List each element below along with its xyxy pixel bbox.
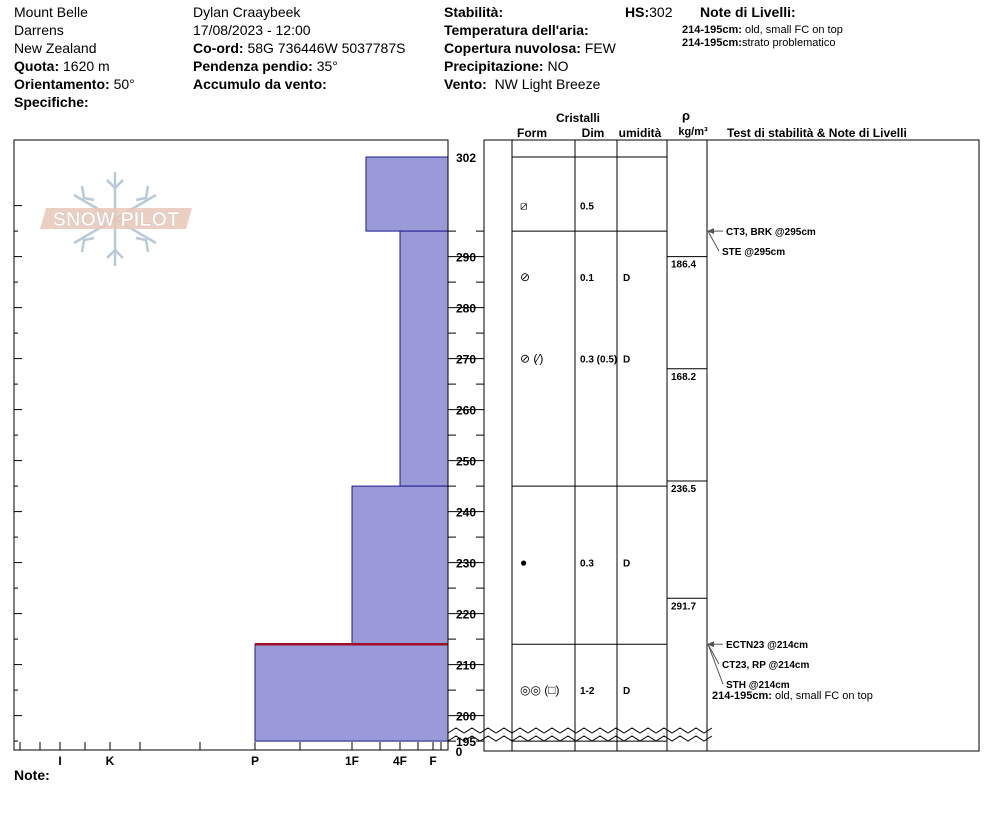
height-label-210: 210 — [455, 658, 477, 673]
height-label-200: 200 — [455, 709, 477, 724]
slope-label: Pendenza pendio: — [193, 58, 313, 74]
height-label-220: 220 — [455, 607, 477, 622]
stability-test: STH @214cm — [726, 680, 790, 692]
crystal-moisture: D — [623, 273, 631, 284]
snow-layer-1 — [366, 157, 448, 231]
wind-value: NW Light Breeze — [494, 76, 601, 92]
height-label-260: 260 — [455, 403, 477, 418]
size-header: Dim — [581, 126, 605, 140]
layer-note-2-range: 214-195cm: — [682, 37, 742, 49]
height-label-230: 230 — [455, 556, 477, 571]
test-layer-note: 214-195cm: old, small FC on top — [712, 690, 873, 703]
country: New Zealand — [14, 40, 97, 56]
form-header: Form — [517, 126, 547, 140]
ground-break — [448, 728, 712, 741]
hardness-label-4F: 4F — [392, 754, 408, 768]
precip-value: NO — [547, 58, 569, 74]
crystal-size: 0.1 — [580, 273, 594, 284]
crystal-moisture: D — [623, 686, 631, 698]
rho-header: ρ — [681, 108, 691, 123]
coord-value: 58G 736446W 5037787S — [247, 40, 406, 56]
elevation-value: 1620 m — [63, 58, 110, 74]
crystal-moisture: D — [623, 354, 631, 366]
crystal-form: ⊘ (⁄) — [520, 351, 544, 366]
crystal-size: 0.3 — [580, 558, 594, 570]
hardness-label-I: I — [58, 754, 62, 768]
observer: Dylan Craaybeek — [193, 4, 301, 20]
crystal-size: 1-2 — [580, 686, 595, 698]
layer-note-1-range: 214-195cm: — [682, 24, 742, 36]
crystal-size: 0.3 (0.5) — [580, 354, 618, 366]
hs-label: HS: — [625, 4, 650, 20]
range: Darrens — [14, 22, 64, 38]
slope-value: 35° — [316, 58, 338, 74]
elevation-label: Quota: — [14, 58, 60, 74]
density-value: 186.4 — [671, 259, 697, 271]
test-pointer — [708, 644, 723, 684]
stability-test: CT23, RP @214cm — [722, 660, 810, 672]
height-label-240: 240 — [455, 505, 477, 520]
cloud-label: Copertura nuvolosa: — [444, 40, 581, 56]
crystal-form: ⊘ — [520, 270, 531, 284]
density-unit-header: kg/m³ — [678, 126, 708, 138]
height-axis — [448, 151, 484, 759]
wind-label: Vento: — [444, 76, 487, 92]
hardness-label-P: P — [250, 754, 260, 768]
crystal-table-header — [517, 108, 907, 140]
density-values — [667, 257, 707, 613]
cloud-value: FEW — [584, 40, 616, 56]
crystal-moisture: D — [623, 558, 631, 570]
wind-loading-label: Accumulo da vento: — [193, 76, 327, 92]
hardness-label-F: F — [429, 754, 437, 768]
height-label-290: 290 — [455, 250, 477, 265]
crystal-form: ◎◎ (□) — [520, 683, 560, 698]
test-arrow-icon — [707, 641, 714, 647]
height-label-ground: 0 — [455, 745, 463, 759]
density-value: 168.2 — [671, 371, 697, 383]
aspect-value: 50° — [113, 76, 135, 92]
crystal-size: 0.5 — [580, 201, 594, 213]
hardness-layers — [255, 157, 448, 741]
stability-test: STE @295cm — [722, 247, 786, 259]
location: Mount Belle — [14, 4, 88, 20]
air-temp-label: Temperatura dell'aria: — [444, 22, 589, 38]
precip-label: Precipitazione: — [444, 58, 544, 74]
datetime: 17/08/2023 - 12:00 — [193, 22, 311, 38]
height-label-top: 302 — [455, 151, 477, 165]
stability-tests — [707, 227, 873, 702]
stability-test: ECTN23 @214cm — [726, 640, 809, 652]
hardness-axis — [14, 742, 448, 768]
height-label-bottom: 195 — [455, 735, 477, 750]
ground-break-line — [448, 728, 712, 733]
notes-label: Note: — [14, 767, 50, 783]
snow-layer-3 — [352, 486, 448, 644]
layer-notes-title-text: Note di Livelli: — [700, 4, 796, 20]
table-column-lines — [512, 140, 707, 751]
left-height-ticks — [14, 206, 22, 742]
layer-note-1-text: old, small FC on top — [745, 24, 843, 36]
moisture-header: umidità — [618, 126, 662, 140]
layer-note-2-text: strato problematico — [741, 37, 836, 49]
density-value: 291.7 — [671, 601, 697, 613]
stability-label: Stabilità: — [444, 4, 504, 20]
crystal-rows — [512, 157, 667, 741]
tests-header: Test di stabilità & Note di Livelli — [727, 126, 907, 140]
hs-value: 302 — [649, 4, 673, 20]
crystals-header: Cristalli — [555, 111, 601, 125]
hardness-label-1F: 1F — [344, 754, 360, 768]
crystal-form: ⧄ — [520, 198, 528, 213]
snow-layer-2 — [400, 231, 448, 486]
snow-layer-4 — [255, 644, 448, 741]
specifics-label: Specifiche: — [14, 94, 89, 110]
test-pointer — [708, 231, 719, 251]
height-label-250: 250 — [455, 454, 477, 469]
stability-test: CT3, BRK @295cm — [726, 227, 816, 239]
crystal-form: ● — [520, 555, 528, 570]
density-value: 236.5 — [671, 484, 697, 495]
aspect-label: Orientamento: — [14, 76, 110, 92]
snowpilot-logo — [40, 172, 192, 266]
test-arrow-icon — [707, 228, 714, 234]
ground-break-line — [448, 736, 712, 741]
height-label-280: 280 — [455, 301, 477, 316]
coord-label: Co-ord: — [193, 40, 244, 56]
logo-text: SNOW PILOT — [52, 209, 180, 231]
height-label-270: 270 — [455, 352, 477, 367]
hardness-label-K: K — [105, 754, 115, 768]
